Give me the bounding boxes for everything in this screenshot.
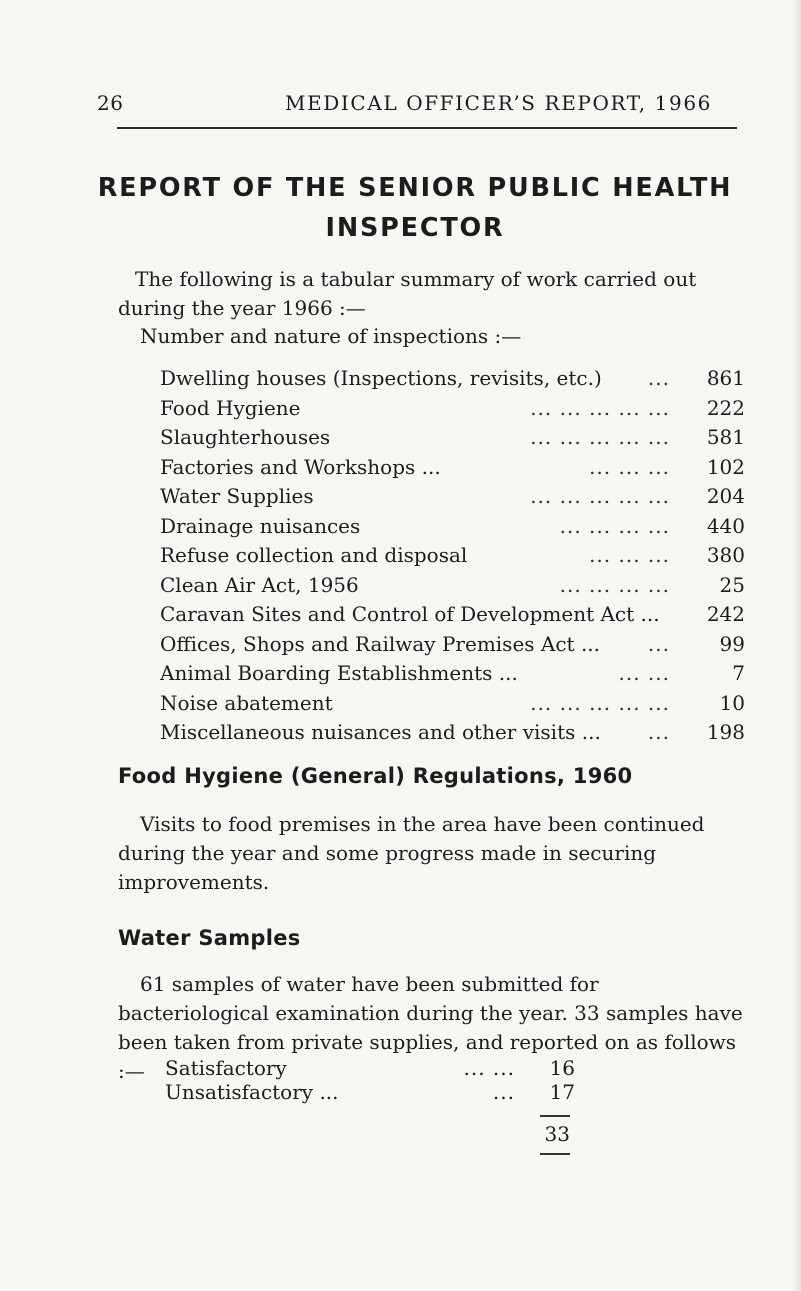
- page-number: 26: [97, 91, 124, 115]
- page-edge-shadow: [791, 0, 801, 1291]
- water-samples-total: 33: [544, 1122, 570, 1146]
- row-value: 222: [706, 395, 745, 420]
- intro-paragraph: The following is a tabular summary of work carried out during the year 1966 :—: [118, 267, 697, 320]
- report-title-line2: INSPECTOR: [325, 213, 505, 243]
- row-label: Drainage nuisances: [160, 513, 361, 538]
- total-rule-bottom: [540, 1153, 570, 1155]
- row-dots: ... ... ... ...: [559, 513, 670, 538]
- report-title-line1: REPORT OF THE SENIOR PUBLIC HEALTH: [97, 173, 733, 203]
- list-item: [160, 718, 745, 748]
- list-item: [160, 571, 745, 601]
- list-item: [160, 630, 745, 660]
- row-dots: ... ... ... ...: [559, 572, 670, 597]
- list-item: [160, 423, 745, 453]
- row-label: Dwelling houses (Inspections, revisits, etc.): [160, 366, 602, 390]
- row-label: Noise abatement: [160, 690, 333, 715]
- row-value: 242: [706, 602, 745, 626]
- row-label: Miscellaneous nuisances and other visits ...: [160, 720, 601, 744]
- row-label: Food Hygiene: [160, 395, 301, 420]
- row-dots: ... ... ... ... ...: [530, 425, 670, 449]
- row-dots: ...: [492, 1080, 515, 1104]
- water-samples-list: [165, 1056, 575, 1104]
- row-dots: ...: [647, 631, 670, 656]
- row-value: 102: [706, 454, 745, 479]
- row-label: Slaughterhouses: [160, 425, 331, 449]
- row-label: Water Supplies: [160, 484, 314, 508]
- list-item: [165, 1080, 575, 1104]
- inspections-list: [160, 364, 745, 748]
- inspections-heading: Number and nature of inspections :—: [140, 324, 522, 348]
- list-item: [160, 600, 745, 630]
- row-dots: ...: [647, 366, 670, 390]
- row-value: 25: [719, 572, 745, 597]
- row-value: 581: [706, 425, 745, 449]
- food-hygiene-heading: Food Hygiene (General) Regulations, 1960: [118, 764, 633, 788]
- list-item: [160, 394, 745, 424]
- report-title: [90, 168, 740, 248]
- row-value: 440: [706, 513, 745, 538]
- row-label: Offices, Shops and Railway Premises Act ...: [160, 631, 601, 656]
- row-value: 204: [706, 484, 745, 508]
- water-samples-heading: Water Samples: [118, 926, 301, 950]
- row-dots: ... ...: [618, 661, 670, 685]
- row-dots: ... ...: [463, 1056, 515, 1080]
- row-value: 198: [706, 720, 745, 744]
- row-dots: ... ... ...: [589, 454, 670, 479]
- list-item: [160, 482, 745, 512]
- water-samples-paragraph: 61 samples of water have been submitted for bacteriological examination during the year. 33 samples have been taken from private supplies, and reported on as follows :—: [118, 972, 743, 1083]
- running-title: MEDICAL OFFICER’S REPORT, 1966: [285, 91, 712, 115]
- food-hygiene-paragraph: Visits to food premises in the area have been continued during the year and some progress made in securing improvements.: [118, 812, 705, 894]
- row-label: Animal Boarding Establishments ...: [160, 661, 518, 685]
- list-item: [160, 512, 745, 542]
- row-label: Satisfactory: [165, 1056, 287, 1080]
- row-label: Unsatisfactory ...: [165, 1080, 339, 1104]
- list-item: [160, 689, 745, 719]
- row-dots: ... ... ...: [589, 543, 670, 567]
- row-value: 16: [549, 1056, 575, 1080]
- row-label: Factories and Workshops ...: [160, 454, 441, 479]
- row-value: 17: [549, 1080, 575, 1104]
- list-item: [165, 1056, 575, 1080]
- row-dots: ... ... ... ... ...: [530, 484, 670, 508]
- list-item: [160, 541, 745, 571]
- row-value: 99: [719, 631, 745, 656]
- row-dots: ... ... ... ... ...: [530, 690, 670, 715]
- row-dots: ... ... ... ... ...: [530, 395, 670, 420]
- row-value: 861: [706, 366, 745, 390]
- row-label: Clean Air Act, 1956: [160, 572, 359, 597]
- list-item: [160, 364, 745, 394]
- row-dots: ...: [647, 720, 670, 744]
- row-value: 380: [706, 543, 745, 567]
- row-value: 7: [732, 661, 745, 685]
- header-rule: [117, 127, 737, 129]
- list-item: [160, 659, 745, 689]
- row-label: Refuse collection and disposal: [160, 543, 468, 567]
- list-item: [160, 453, 745, 483]
- row-label: Caravan Sites and Control of Development Act ...: [160, 602, 660, 626]
- row-value: 10: [719, 690, 745, 715]
- total-rule-top: [540, 1115, 570, 1117]
